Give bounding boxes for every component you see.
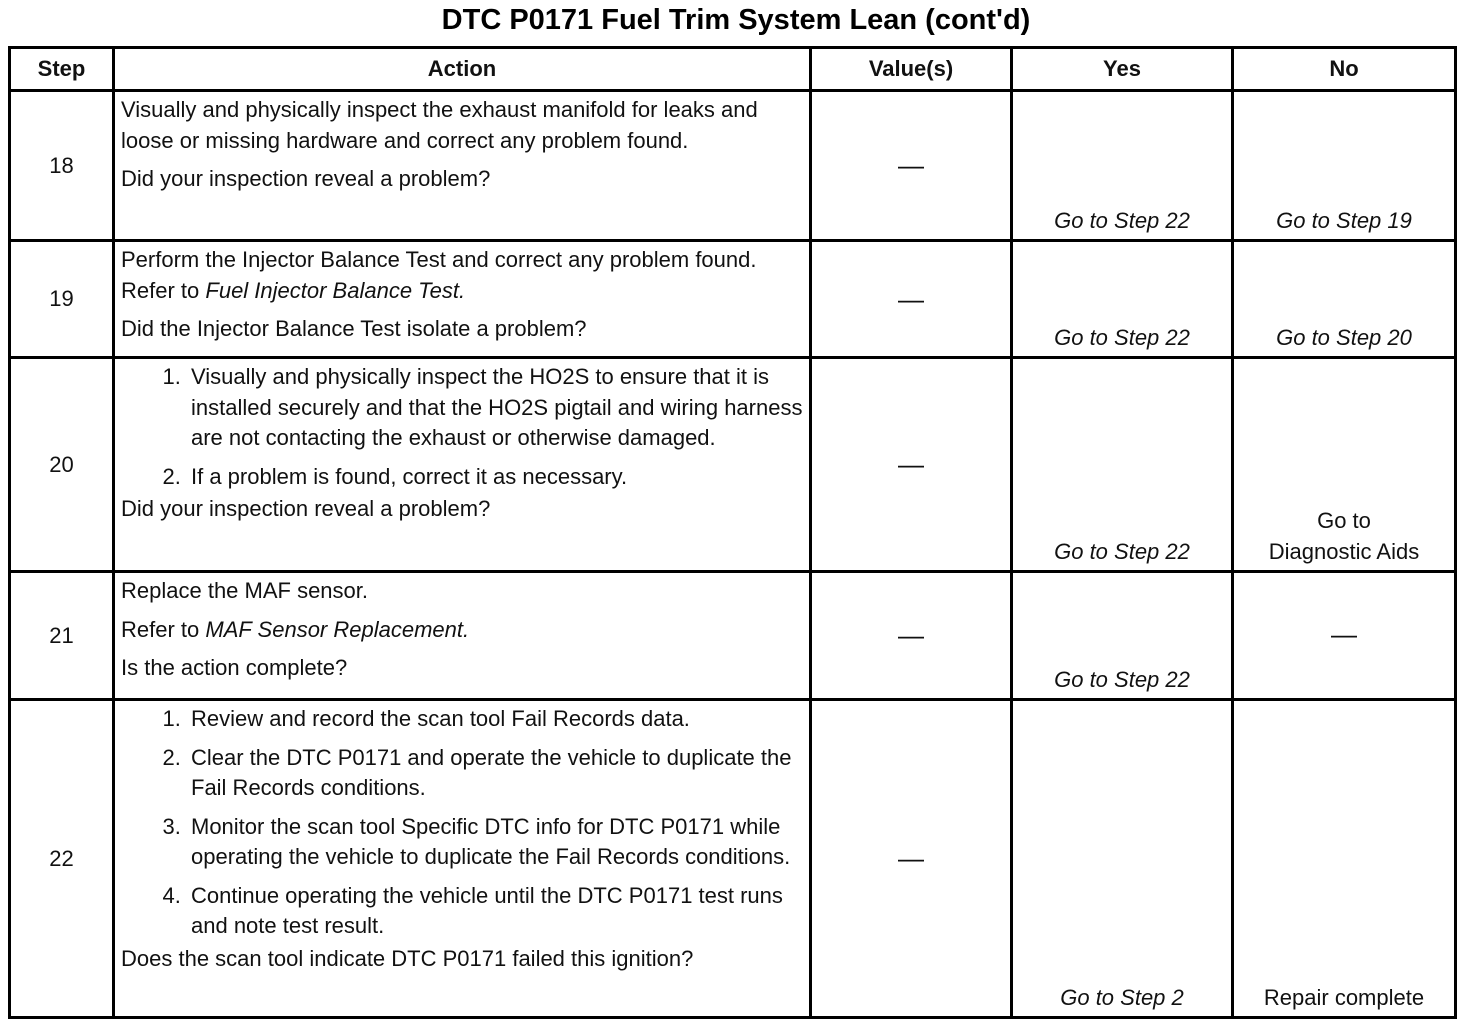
action-cell xyxy=(114,241,811,358)
table-row xyxy=(10,241,1456,358)
step-number: 21 xyxy=(10,572,114,700)
value-cell: — xyxy=(811,91,1012,241)
action-reference: Fuel Injector Balance Test. xyxy=(205,277,466,303)
action-cell xyxy=(114,358,811,572)
yes-cell: Go to Step 2 xyxy=(1012,700,1233,1018)
header-action: Action xyxy=(114,48,811,91)
list-item: 4. Continue operating the vehicle until the DTC P0171 test runs and note test result. xyxy=(187,881,803,942)
list-item: 3. Monitor the scan tool Specific DTC info for DTC P0171 while operating the vehicle to duplicate the Fail Records conditions. xyxy=(187,812,803,873)
yes-cell: Go to Step 22 xyxy=(1012,572,1233,700)
table-row xyxy=(10,358,1456,572)
action-question: Is the action complete? xyxy=(121,655,348,680)
action-cell xyxy=(114,700,811,1018)
step-number: 20 xyxy=(10,358,114,572)
no-cell-line2: Diagnostic Aids xyxy=(1268,538,1420,564)
step-number: 22 xyxy=(10,700,114,1018)
header-values: Value(s) xyxy=(811,48,1012,91)
value-cell: — xyxy=(811,241,1012,358)
list-item: 2. If a problem is found, correct it as necessary. xyxy=(187,462,803,493)
action-text: Replace the MAF sensor. xyxy=(121,578,369,603)
yes-cell: Go to Step 22 xyxy=(1012,91,1233,241)
action-ref-prefix: Refer to xyxy=(121,616,200,642)
value-cell: — xyxy=(811,572,1012,700)
no-cell: — xyxy=(1233,572,1456,700)
list-item: 2. Clear the DTC P0171 and operate the vehicle to duplicate the Fail Records conditions. xyxy=(187,743,803,804)
no-cell-line1: Go to xyxy=(1317,508,1371,533)
table-row xyxy=(10,91,1456,241)
no-cell: Go to Step 20 xyxy=(1233,241,1456,358)
header-step: Step xyxy=(10,48,114,91)
yes-cell: Go to Step 22 xyxy=(1012,358,1233,572)
action-text: Visually and physically inspect the exhaust manifold for leaks and loose or missing hardware and correct any problem found. xyxy=(121,97,758,153)
value-cell: — xyxy=(811,700,1012,1018)
action-cell xyxy=(114,91,811,241)
action-list xyxy=(121,362,803,492)
no-cell xyxy=(1233,358,1456,572)
action-question: Did your inspection reveal a problem? xyxy=(121,166,491,191)
yes-cell: Go to Step 22 xyxy=(1012,241,1233,358)
list-item: 1. Review and record the scan tool Fail Records data. xyxy=(187,704,803,735)
action-text-wrap xyxy=(121,245,803,306)
step-number: 18 xyxy=(10,91,114,241)
no-cell: Go to Step 19 xyxy=(1233,91,1456,241)
action-reference: MAF Sensor Replacement. xyxy=(205,616,470,642)
action-question: Does the scan tool indicate DTC P0171 failed this ignition? xyxy=(121,945,694,971)
step-number: 19 xyxy=(10,241,114,358)
table-row xyxy=(10,700,1456,1018)
page-title: DTC P0171 Fuel Trim System Lean (cont'd) xyxy=(441,4,1031,36)
table-row xyxy=(10,572,1456,700)
action-reference-line xyxy=(121,615,803,646)
header-yes: Yes xyxy=(1012,48,1233,91)
action-text: Perform the Injector Balance Test and correct any problem found. Refer to xyxy=(121,247,757,303)
no-cell: Repair complete xyxy=(1233,700,1456,1018)
value-cell: — xyxy=(811,358,1012,572)
action-question: Did your inspection reveal a problem? xyxy=(121,496,491,521)
action-list xyxy=(121,704,803,942)
action-question: Did the Injector Balance Test isolate a problem? xyxy=(121,316,587,341)
action-cell xyxy=(114,572,811,700)
header-row xyxy=(10,48,1456,91)
list-item: 1. Visually and physically inspect the HO2S to ensure that it is installed securely and that the HO2S pigtail and wiring harness are not contacting the exhaust or otherwise damaged. xyxy=(187,362,803,454)
header-no: No xyxy=(1233,48,1456,91)
diagnostic-table xyxy=(8,46,1457,1019)
